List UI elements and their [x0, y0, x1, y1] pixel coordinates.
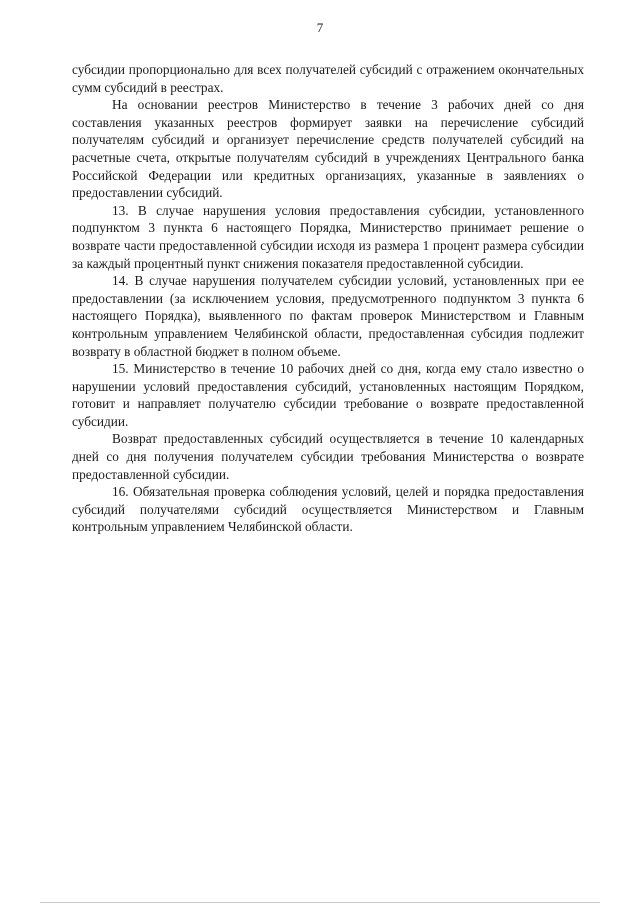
paragraph-continuation: субсидии пропорционально для всех получателей субсидий с отражением окончательных сумм субсидий в реестрах.: [72, 62, 584, 95]
document-body: [72, 61, 584, 536]
paragraph-13: 13. В случае нарушения условия предоставления субсидии, установленного подпунктом 3 пункта 6 настоящего Порядка, Министерство принимает решение о возврате части предоставленной субсидии исходя из размера 1 процент размера субсидии за каждый процентный пункт снижения показателя предоставленной субсидии.: [72, 202, 584, 271]
paragraph-refund-period: Возврат предоставленных субсидий осуществляется в течение 10 календарных дней со дня получения получателем субсидии требования Министерства о возврате предоставленной субсидии.: [72, 431, 584, 482]
page-number: 7: [316, 20, 324, 35]
paragraph-15: 15. Министерство в течение 10 рабочих дней со дня, когда ему стало известно о нарушении условий предоставления субсидий, установленных настоящим Порядком, готовит и направляет получателю субсидии требование о возврате предоставленной субсидии.: [72, 361, 584, 429]
paragraph-14: 14. В случае нарушения получателем субсидии условий, установленных при ее предоставлении (за исключением условия, предусмотренного подпунктом 3 пункта 6 настоящего Порядка), выявленного по фактам проверок Министерством и Главным контрольным управлением Челябинской области, предоставленная субсидия подлежит возврату в областной бюджет в полном объеме.: [72, 273, 584, 359]
paragraph-16: 16. Обязательная проверка соблюдения условий, целей и порядка предоставления субсидий получателями субсидий осуществляется Министерством и Главным контрольным управлением Челябинской области.: [72, 484, 584, 535]
page-bottom-edge: [40, 902, 600, 903]
paragraph-registry-requests: На основании реестров Министерство в течение 3 рабочих дней со дня составления указанных реестров формирует заявки на перечисление субсидий получателям субсидий и организует перечисление средств получателей субсидий на расчетные счета, открытые получателям субсидий в учреждениях Центрального банка Российской Федерации или кредитных организациях, указанные в заявлениях о предоставлении субсидий.: [72, 97, 584, 201]
